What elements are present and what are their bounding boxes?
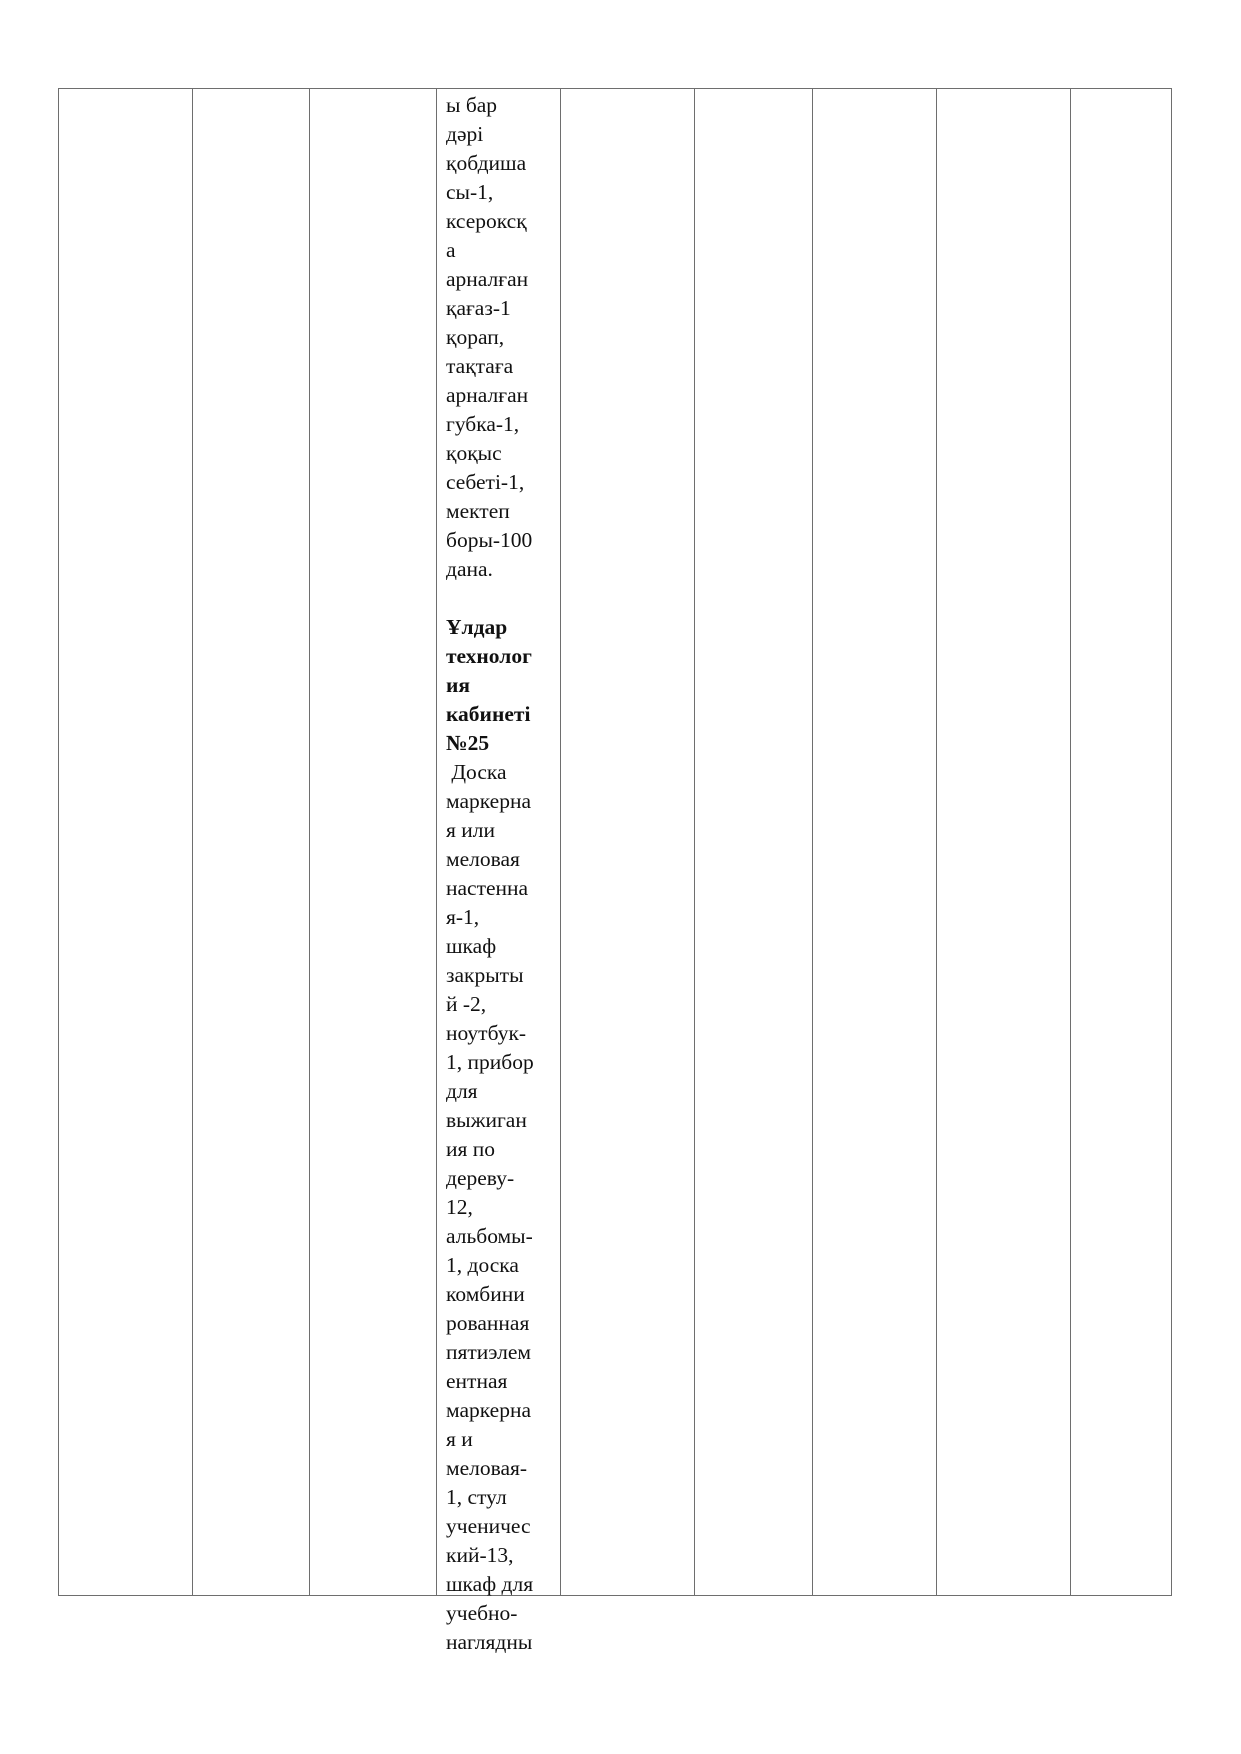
table-column-divider [694,88,695,1596]
cell-text-line: 1, доска [446,1253,519,1277]
cell-text-line: учебно- [446,1601,518,1625]
cell-text-line: настенна [446,876,529,900]
cell-text-line: ы бар [446,93,498,117]
cell-text-line: я-1, [446,905,480,929]
cell-text-line: альбомы- [446,1224,533,1248]
cell-text-line: қағаз-1 [446,296,511,320]
cell-heading-line: №25 [446,731,490,755]
table-column-divider [436,88,437,1596]
cell-text-line: себеті-1, [446,470,525,494]
cell-text-line: й -2, [446,992,487,1016]
cell-text-line: тақтаға [446,354,514,378]
cell-text-line: меловая [446,847,520,871]
cell-heading-line: ия [446,673,471,697]
table-outer-border [58,88,1172,1596]
cell-text-line: я и [446,1427,473,1451]
cell-text-line: 1, прибор [446,1050,534,1074]
cell-heading-line: Ұлдар [446,615,508,639]
cell-text-line: для [446,1079,478,1103]
table-column-divider [1070,88,1071,1596]
cell-text-line: меловая- [446,1456,528,1480]
table-column-divider [936,88,937,1596]
cell-text-line: выжиган [446,1108,527,1132]
cell-text-line: қобдиша [446,151,527,175]
cell-text-line: арналған [446,383,529,407]
cell-text-line: пятиэлем [446,1340,532,1364]
cell-text-line: шкаф для [446,1572,534,1596]
table-column-divider [192,88,193,1596]
cell-text-line: мектеп [446,499,510,523]
cell-text-line: қоқыс [446,441,502,465]
cell-text-line: ия по [446,1137,496,1161]
cell-text-line: 1, стул [446,1485,507,1509]
cell-text-line: Доска [446,760,507,784]
cell-heading-line: технолог [446,644,532,668]
cell-text-line: я или [446,818,496,842]
cell-text-line: дана. [446,557,493,581]
cell-text-line: ноутбук- [446,1021,527,1045]
table-column-divider [812,88,813,1596]
cell-text-line: 12, [446,1195,473,1219]
cell-text-line: дереву- [446,1166,515,1190]
cell-text-line: губка-1, [446,412,520,436]
cell-text-line: кий-13, [446,1543,514,1567]
cell-text-line: шкаф [446,934,497,958]
cell-text-line: сы-1, [446,180,494,204]
cell-text-line: маркерна [446,1398,532,1422]
cell-text-line [446,584,568,613]
cell-text-line: наглядны [446,1630,533,1654]
cell-heading-line: кабинеті [446,702,531,726]
cell-text-line: қорап, [446,325,505,349]
cell-text-line: дәрі [446,122,484,146]
cell-text-line: ученичес [446,1514,531,1538]
cell-text-line: а [446,238,456,262]
cell-text-line: ксероксқ [446,209,527,233]
cell-text-line: боры-100 [446,528,533,552]
cell-text-line: арналған [446,267,529,291]
table-column-divider [309,88,310,1596]
cell-text-line: ентная [446,1369,508,1393]
cell-text-line: маркерна [446,789,532,813]
equipment-list-cell [446,91,568,1657]
cell-text-line: комбини [446,1282,525,1306]
cell-text-line: закрыты [446,963,524,987]
cell-text-line: рованная [446,1311,530,1335]
